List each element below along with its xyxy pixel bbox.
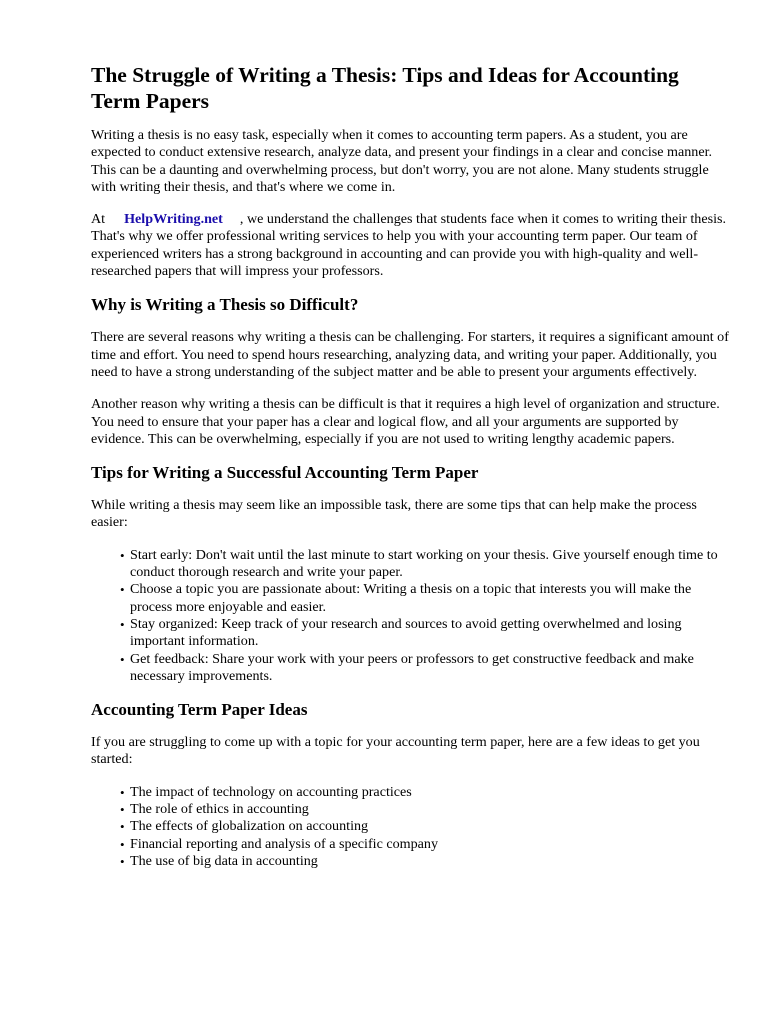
tips-list: [91, 547, 731, 685]
list-item: • Get feedback: Share your work with your peers or professors to get constructive feedback and make necessary improvements.: [120, 650, 694, 684]
service-paragraph: [91, 211, 731, 280]
ideas-heading: Accounting Term Paper Ideas: [91, 700, 308, 720]
difficult-paragraph-1: There are several reasons why writing a thesis can be challenging. For starters, it requires a significant amount of time and effort. You need to spend hours researching, analyzing data, and writing your paper. Additionally, you need to have a strong understanding of the subject matter and be able to present your arguments effectively.: [91, 329, 729, 380]
list-item: • Stay organized: Keep track of your research and sources to avoid getting overwhelmed and losing important information.: [120, 615, 682, 650]
document-page: [91, 62, 731, 885]
bullet-icon: •: [120, 802, 125, 818]
list-item: • Start early: Don't wait until the last minute to start working on your thesis. Give yourself enough time to conduct thorough research and write your paper.: [120, 546, 718, 581]
bullet-icon: •: [120, 582, 125, 598]
list-item: • The effects of globalization on accounting: [120, 818, 369, 835]
list-item: • Financial reporting and analysis of a specific company: [120, 835, 439, 852]
list-item: • The role of ethics in accounting: [120, 801, 309, 818]
helpwriting-link[interactable]: HelpWriting.net: [124, 211, 223, 228]
tips-heading: Tips for Writing a Successful Accounting Term Paper: [91, 463, 479, 483]
document-title: The Struggle of Writing a Thesis: Tips and Ideas for Accounting Term Papers: [91, 63, 679, 113]
bullet-icon: •: [120, 651, 125, 667]
ideas-intro: If you are struggling to come up with a topic for your accounting term paper, here are a few ideas to get you started:: [91, 734, 700, 768]
bullet-icon: •: [120, 853, 125, 869]
bullet-icon: •: [120, 836, 125, 852]
bullet-icon: •: [120, 819, 125, 835]
difficult-paragraph-2: Another reason why writing a thesis can be difficult is that it requires a high level of organization and structure. You need to ensure that your paper has a clear and logical flow, and all your arguments are supported by evidence. This can be overwhelming, especially if you are not used to writing lengthy academic papers.: [91, 396, 720, 447]
bullet-icon: •: [120, 547, 125, 563]
difficult-heading: Why is Writing a Thesis so Difficult?: [91, 295, 359, 315]
bullet-icon: •: [120, 616, 125, 632]
list-item: • The impact of technology on accounting practices: [120, 783, 412, 800]
list-item: • The use of big data in accounting: [120, 852, 318, 869]
tips-intro: While writing a thesis may seem like an impossible task, there are some tips that can help make the process easier:: [91, 497, 697, 531]
ideas-list: [91, 784, 731, 870]
bullet-icon: •: [120, 784, 125, 800]
intro-paragraph: Writing a thesis is no easy task, especially when it comes to accounting term papers. As a student, you are expected to conduct extensive research, analyze data, and present your findings in a clear and concise manner. This can be a daunting and overwhelming process, but don't worry, you are not alone. Many students struggle with writing their thesis, and that's where we come in.: [91, 127, 713, 195]
service-prefix: At: [91, 211, 106, 228]
service-suffix: , we understand the challenges that students face when it comes to writing their thesis. That's why we offer professional writing services to help you with your accounting term paper. Our team of experienced writers has a strong background in accounting and can provide you with high-quality and well-researched papers that will impress your professors.: [91, 211, 726, 280]
list-item: • Choose a topic you are passionate about: Writing a thesis on a topic that interests you will make the process more enjoyable and easier.: [120, 581, 692, 615]
